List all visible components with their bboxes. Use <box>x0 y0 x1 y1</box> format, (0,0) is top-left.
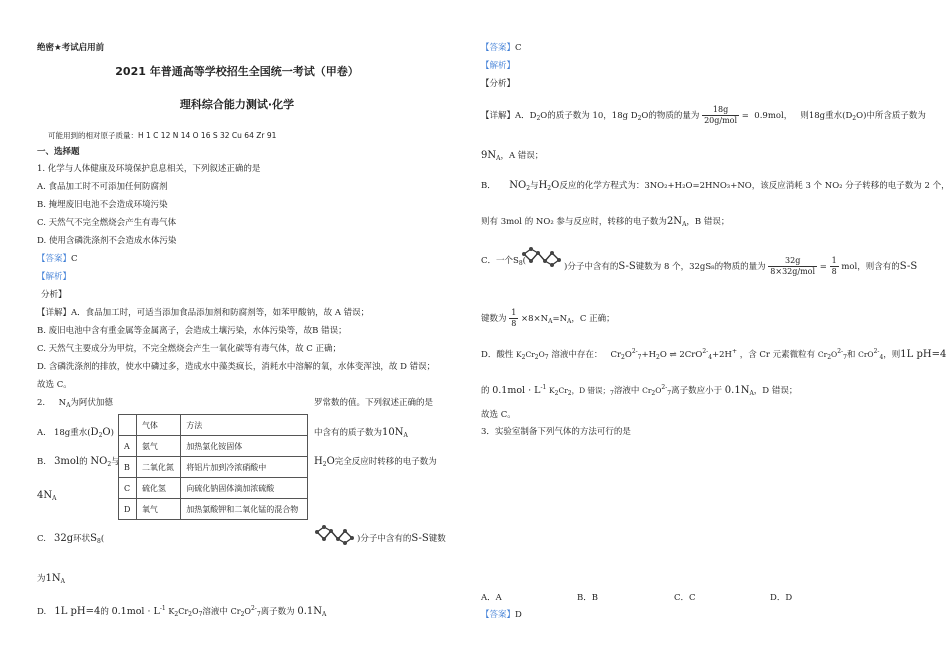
q2-stem-tail: 罗常数的值。下列叙述正确的是 <box>314 398 434 408</box>
table-cell: 加热氯酸钾和二氧化锰的混合物 <box>181 499 308 520</box>
s8-ring-icon <box>314 524 356 546</box>
q1-stem: 1. 化学与人体健康及环境保护息息相关，下列叙述正确的是 <box>37 164 261 174</box>
q2-detail-c: C．一个$S_8$( <box>481 256 526 267</box>
q2-detail-a-cont: $9N_A$，A 错误； <box>481 150 544 162</box>
q2-detail-d: D．酸性 $K_2Cr_2O_7$ 溶液中存在： $Cr_2O^{2-}_7+H_2O$ ⇌ 2CrO$^{2-}_4$+2H+ ，含 Cr 元素微粒有 $Cr_2O^{2-}_7$和 CrO$^{2-}_4$，则1L pH=4 <box>481 348 947 361</box>
q1-detail-4: D. 含磷洗涤剂的排放，使水中磷过多，造成水中藻类疯长，消耗水中溶解的氧，水体变浑浊，故 D 错误； <box>37 362 436 372</box>
fraction: $\frac{32g}{\text{8×32g/mol}}$ <box>770 256 816 276</box>
q1-option-b: B. 掩埋废旧电池不会造成环境污染 <box>37 200 168 210</box>
q2-option-a-tail: 中含有的质子数为$10N_A$ <box>314 427 408 439</box>
table-row <box>119 436 308 457</box>
q2-conclusion: 故选 C。 <box>481 410 516 420</box>
exam-title: 2021 年普通高等学校招生全国统一考试（甲卷） <box>115 65 359 78</box>
q2-analysis-tag: 【解析】 <box>481 61 516 71</box>
table-cell: 将铝片加到冷浓硝酸中 <box>181 457 308 478</box>
gas-method-table <box>118 414 308 520</box>
q1-option-a: A. 食品加工时不可添加任何防腐剂 <box>37 182 168 192</box>
table-header-cell: 方法 <box>181 415 308 436</box>
table-cell: A <box>119 436 137 457</box>
q3-option-b: B．B <box>577 593 598 603</box>
q1-answer <box>37 254 78 265</box>
table-cell: 硫化氢 <box>136 478 180 499</box>
answer-value: C <box>71 254 78 264</box>
table-cell: D <box>119 499 137 520</box>
table-header-row <box>119 415 308 436</box>
section-title: 一、选择题 <box>37 147 80 157</box>
q2-detail-b-cont: 则有 3mol 的 NO₂ 参与反应时，转移的电子数为$2N_A$，B 错误； <box>481 216 730 228</box>
q2-option-c: C. 32g环状$S_8$( <box>37 533 105 545</box>
q2-lead: 为阿伏加德 <box>70 398 113 408</box>
exam-subtitle: 理科综合能力测试·化学 <box>179 98 295 111</box>
table-cell: 向硫化钠固体滴加浓硫酸 <box>181 478 308 499</box>
q1-conclusion: 故选 C。 <box>37 380 72 390</box>
table-header-cell: 气体 <box>136 415 180 436</box>
secret-label: 绝密★考试启用前 <box>37 43 105 53</box>
q2-answer: 【答案】C <box>481 43 522 53</box>
q1-detail-3: C. 天然气主要成分为甲烷，不完全燃烧会产生一氧化碳等有毒气体，故 C 正确； <box>37 344 342 354</box>
q2-stem <box>37 398 113 411</box>
na-symbol: $N_A$ <box>58 398 71 409</box>
q3-option-a: A．A <box>481 593 502 603</box>
fraction: $\frac{1}{8}$ <box>511 308 517 328</box>
table-cell: B <box>119 457 137 478</box>
table-row <box>119 499 308 520</box>
q2-detail-c-cont: 键数为 $\frac{1}{8}$ $\times 8\times N_A=N_A$，C 正确； <box>481 308 615 328</box>
q2-num: 2. <box>37 398 46 408</box>
fraction: $\frac{1}{8}$ <box>831 256 837 276</box>
table-header-cell <box>119 415 137 436</box>
q2-detail-c-tail: )分子中含有的S-S键数为 8 个，32gS₈的物质的量为 $\frac{32g}{\text{8×32g/mol}}$ = $\frac{1}{8}$ mol，则含有的S-S <box>564 256 918 276</box>
q1-analysis-tag: 【解析】 <box>37 272 72 282</box>
q2-option-c-value: 为$1N_A$ <box>37 573 65 585</box>
q3-option-d: D．D <box>770 593 793 603</box>
q2-detail-b: B． $NO_2$与$H_2O$反应的化学方程式为：3NO₂+H₂O=2HNO₃+NO，该反应消耗 3 个 NO₂ 分子转移的电子数为 2 个， <box>481 180 950 192</box>
q1-detail-2: B. 废旧电池中含有重金属等金属离子，会造成土壤污染，水体污染等，故B 错误； <box>37 326 347 336</box>
s8-ring-icon <box>521 246 563 268</box>
table-cell: 氨气 <box>136 436 180 457</box>
table-row <box>119 457 308 478</box>
table-cell: 二氧化氮 <box>136 457 180 478</box>
table-cell: 加热氯化铵固体 <box>181 436 308 457</box>
table-row <box>119 478 308 499</box>
q2-option-b: B. 3mol的 $NO_2$与 <box>37 456 120 468</box>
q1-option-c: C. 天然气不完全燃烧会产生有毒气体 <box>37 218 177 228</box>
q2-option-d: D. 1L pH=4的 $0.1mol \cdot L^{-1}$ $K_2Cr_2O_7$溶液中 $Cr_2O^{2-}_7$离子数为 $0.1N_A$ <box>37 605 327 618</box>
table-cell: 氧气 <box>136 499 180 520</box>
q3-stem: 3．实验室制备下列气体的方法可行的是 <box>481 427 631 437</box>
answer-tag: 【答案】 <box>37 254 72 264</box>
q1-analysis-label: 分析】 <box>41 290 67 300</box>
q1-detail-1: 【详解】A．食品加工时，可适当添加食品添加剂和防腐剂等，如苯甲酸钠，故 A 错误； <box>37 308 370 318</box>
q2-detail-d-cont: 的 $0.1mol \cdot L^{-1}$ $K_2Cr_2$，D 错误；$_7$溶液中 $Cr_2O^{2-}_7$离子数应小于 $0.1N_A$，D 错误； <box>481 384 798 397</box>
q2-option-b-value: $4N_A$ <box>37 490 57 502</box>
q2-option-c-tail: )分子中含有的S-S键数 <box>357 533 446 544</box>
q3-answer: 【答案】D <box>481 610 522 620</box>
q2-option-a: A. 18g重水$(D_2O)$ <box>37 427 114 439</box>
atomic-masses: 可能用到的相对原子质量：H 1 C 12 N 14 O 16 S 32 Cu 64 Zr 91 <box>48 131 277 140</box>
q2-option-b-tail: $H_2O$完全反应时转移的电子数为 <box>314 456 437 468</box>
q2-analysis-label: 【分析】 <box>481 79 516 89</box>
q3-option-c: C．C <box>674 593 696 603</box>
q1-option-d: D. 使用含磷洗涤剂不会造成水体污染 <box>37 236 177 246</box>
q2-detail-a: 【详解】A．$D_2O$的质子数为 10，18g $D_2O$的物质的量为 $\frac{18g}{\text{20g/mol}}$ = 0.9mol， 则18g重水$(D_2O)$中所含质子数为 <box>481 105 926 125</box>
fraction: $\frac{18g}{\text{20g/mol}}$ <box>704 105 738 125</box>
table-cell: C <box>119 478 137 499</box>
